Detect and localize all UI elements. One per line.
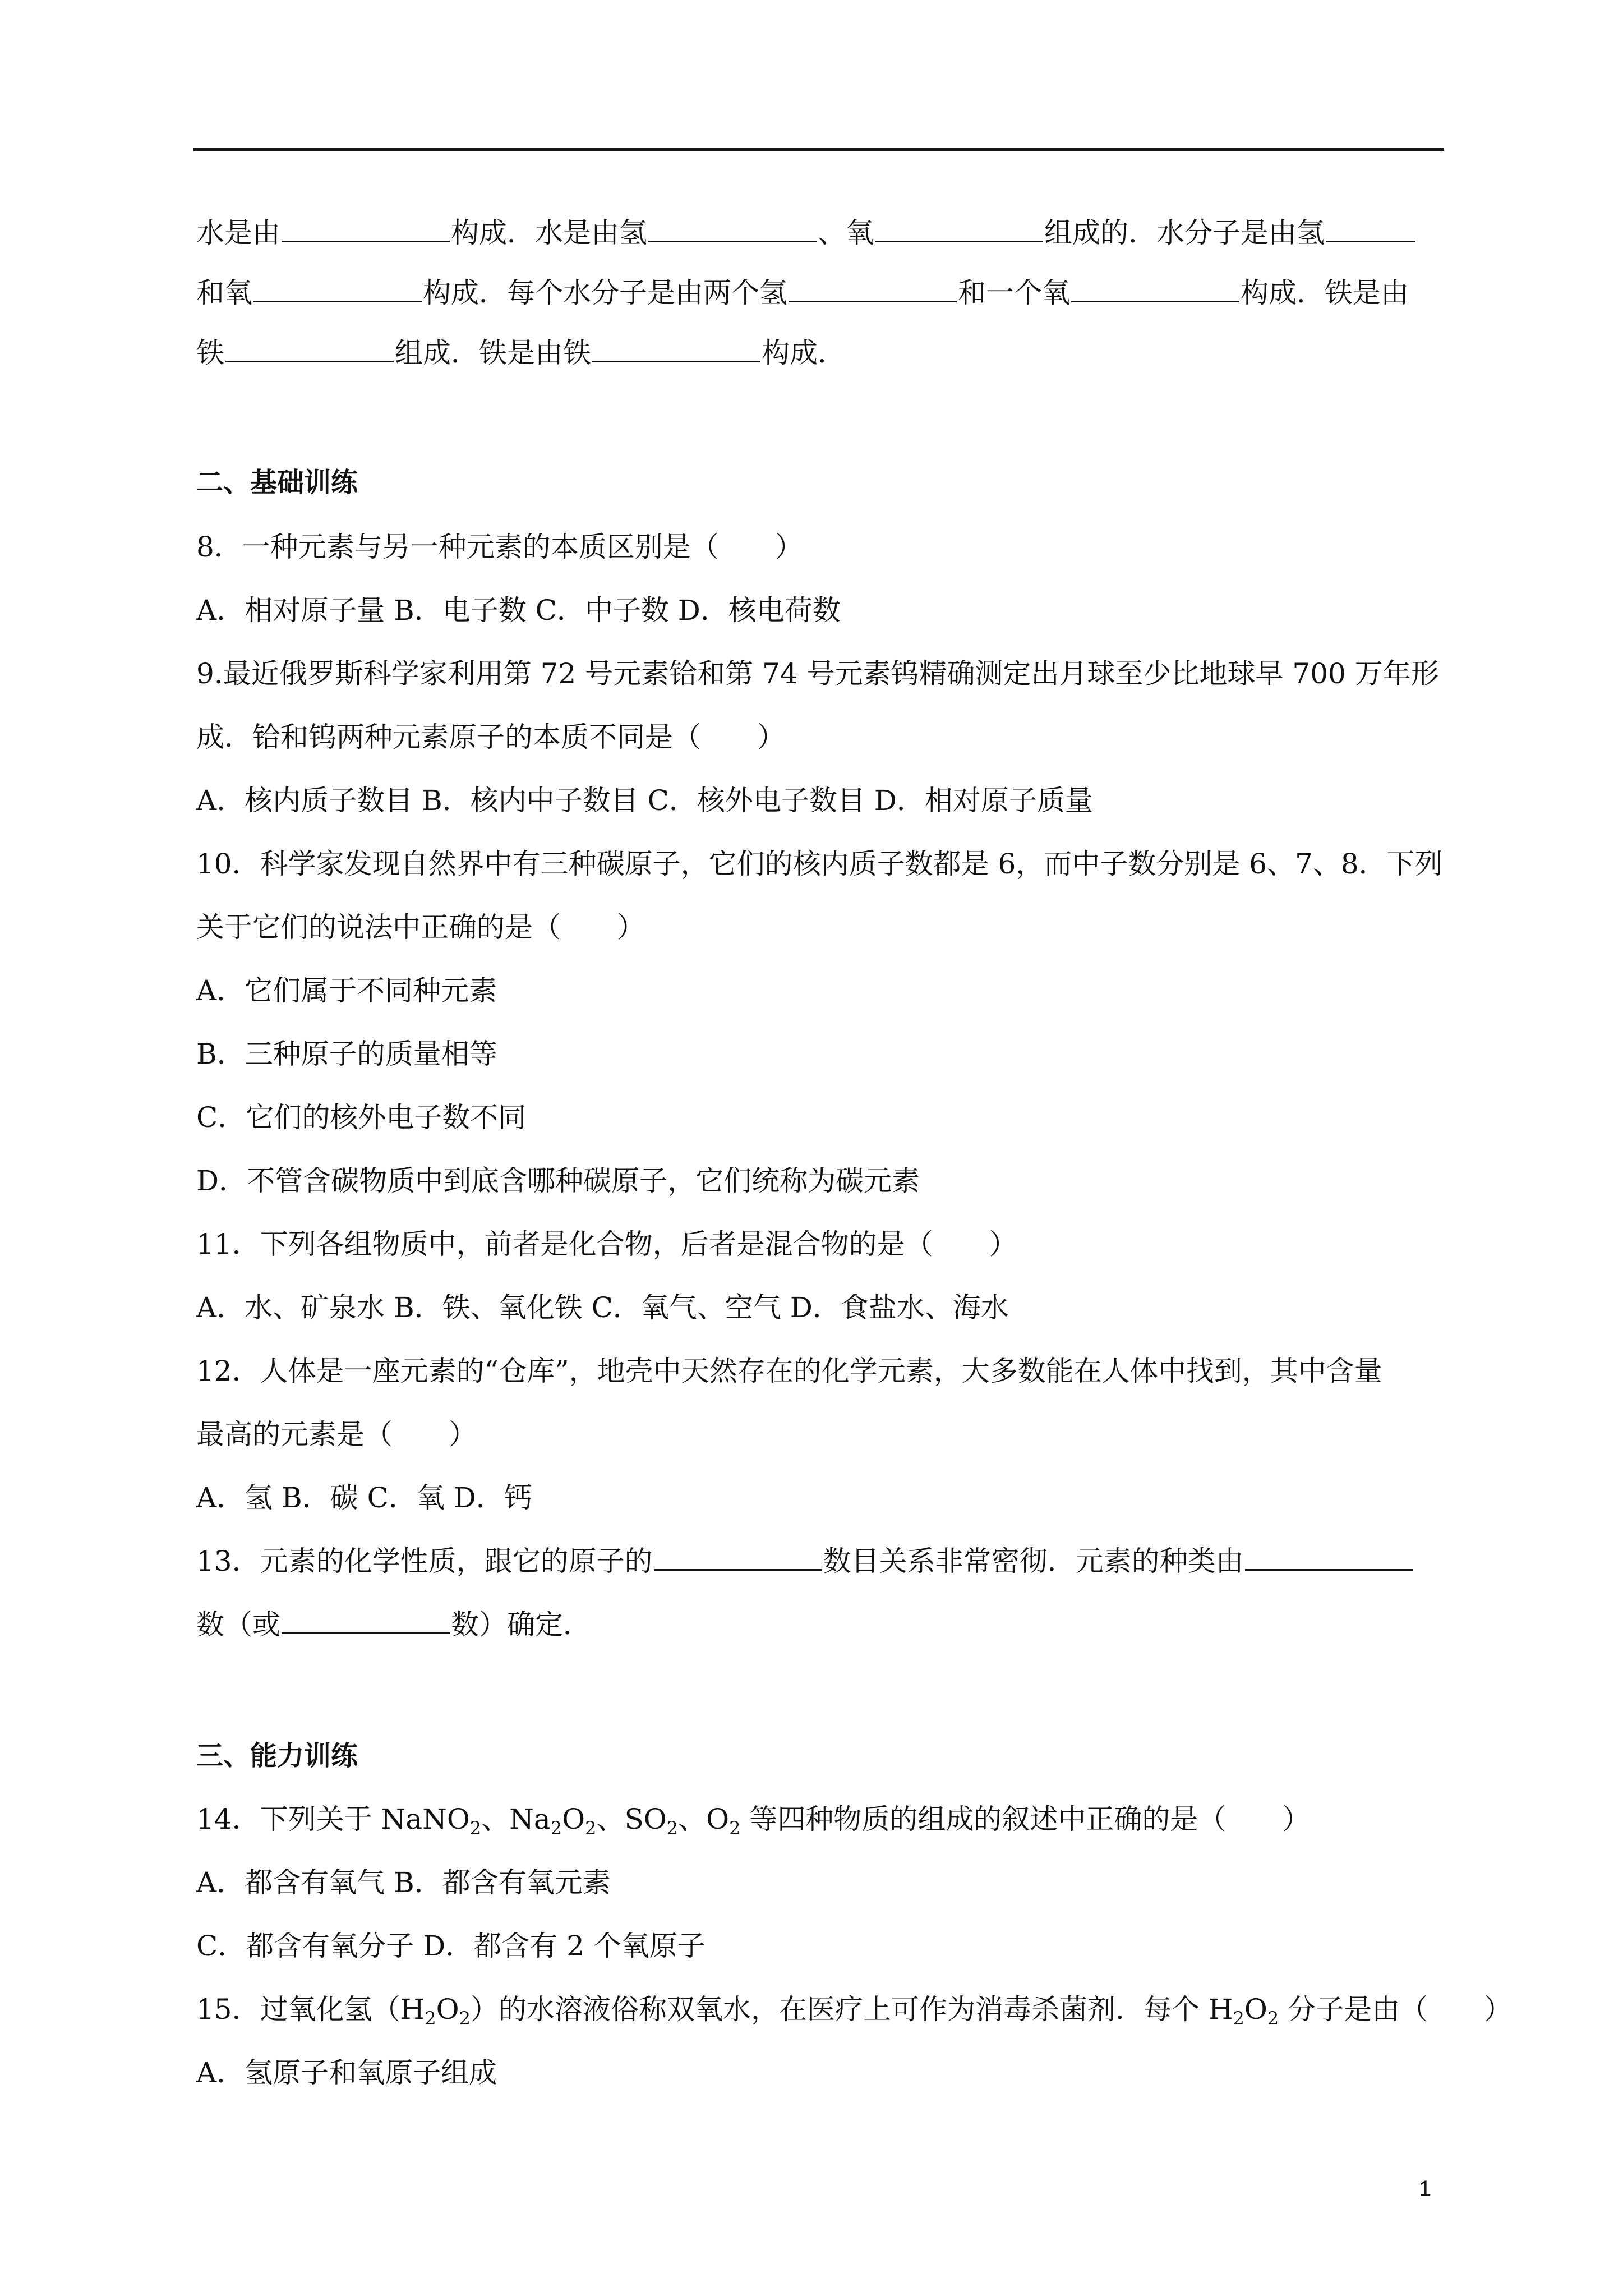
answer-blank[interactable] [1245, 1540, 1413, 1571]
text-segment: 14．下列关于 NaNO [196, 1803, 470, 1835]
text-segment: 等四种物质的组成的叙述中正确的是（ ） [740, 1803, 1311, 1835]
question-13-line-1 [196, 1539, 1447, 1584]
text-segment: 构成．水是由氢 [451, 217, 647, 249]
subscript: 2 [459, 2008, 471, 2029]
section-heading-ability: 三、能力训练 [196, 1740, 358, 1772]
text-segment: 和一个氧 [958, 277, 1070, 309]
question-10-option-b: B．三种原子的质量相等 [196, 1038, 497, 1070]
answer-blank[interactable] [225, 332, 394, 362]
subscript: 2 [1233, 2008, 1244, 2029]
subscript: 2 [666, 1818, 679, 1839]
text-segment: 、氧 [818, 217, 874, 249]
subscript: 2 [550, 1818, 562, 1839]
subscript: 2 [469, 1818, 482, 1839]
text-segment: O [1244, 1993, 1267, 2026]
question-15-option-a: A．氢原子和氧原子组成 [196, 2056, 497, 2089]
text-segment: 数）确定． [451, 1608, 591, 1641]
answer-blank[interactable] [592, 332, 760, 362]
question-10-line-2: 关于它们的说法中正确的是（ ） [196, 911, 645, 944]
text-segment: 数（或 [196, 1608, 280, 1641]
answer-blank[interactable] [1071, 272, 1239, 302]
subscript: 2 [425, 2008, 436, 2029]
question-10-option-d: D．不管含碳物质中到底含哪种碳原子，它们统称为碳元素 [196, 1165, 920, 1197]
text-segment: O [436, 1993, 459, 2026]
text-segment: 数目关系非常密彻．元素的种类由 [823, 1545, 1244, 1577]
text-segment: 水是由 [196, 217, 280, 249]
text-segment: 组成的．水分子是由氢 [1044, 217, 1325, 249]
text-segment: 15．过氧化氢（H [196, 1993, 425, 2026]
answer-blank[interactable] [1326, 211, 1415, 242]
question-9-options: A．核内质子数目 B．核内中子数目 C．核外电子数目 D．相对原子质量 [196, 784, 1093, 817]
text-segment: 、SO [596, 1803, 667, 1835]
answer-blank[interactable] [654, 1540, 822, 1571]
answer-blank[interactable] [875, 211, 1043, 242]
text-segment: 构成．铁是由 [1241, 277, 1409, 309]
question-8-options: A．相对原子量 B．电子数 C．中子数 D．核电荷数 [196, 594, 841, 627]
subscript: 2 [729, 1818, 741, 1839]
answer-blank[interactable] [253, 272, 422, 302]
question-12-line-1: 12．人体是一座元素的“仓库”，地壳中天然存在的化学元素，大多数能在人体中找到，其中含量 [196, 1355, 1382, 1387]
text-segment: 、O [678, 1803, 730, 1835]
text-segment: 组成．铁是由铁 [395, 337, 591, 369]
question-14-stem [196, 1797, 1447, 1842]
fill-in-line-2 [196, 270, 1447, 315]
fill-in-line-3 [196, 330, 1447, 375]
question-12-options: A．氢 B．碳 C．氧 D．钙 [196, 1481, 532, 1514]
text-segment: 构成． [762, 337, 846, 369]
question-10-option-c: C．它们的核外电子数不同 [196, 1101, 527, 1134]
question-8-stem: 8．一种元素与另一种元素的本质区别是（ ） [196, 531, 803, 563]
section-heading-basic: 二、基础训练 [196, 467, 358, 498]
answer-blank[interactable] [282, 1603, 450, 1634]
question-10-line-1: 10．科学家发现自然界中有三种碳原子，它们的核内质子数都是 6，而中子数分别是 6、7、8．下列 [196, 848, 1443, 880]
text-segment: O [562, 1803, 585, 1835]
text-segment: 和氧 [196, 277, 252, 309]
header-rule [193, 148, 1444, 151]
question-14-options-cd: C．都含有氧分子 D．都含有 2 个氧原子 [196, 1930, 706, 1962]
page-number: 1 [1419, 2177, 1432, 2201]
question-12-line-2: 最高的元素是（ ） [196, 1418, 477, 1451]
text-segment: ）的水溶液俗称双氧水，在医疗上可作为消毒杀菌剂．每个 H [470, 1993, 1233, 2026]
text-segment: 分子是由（ ） [1279, 1993, 1513, 2026]
text-segment: 13．元素的化学性质，跟它的原子的 [196, 1545, 653, 1577]
answer-blank[interactable] [282, 211, 450, 242]
question-9-line-1: 9.最近俄罗斯科学家利用第 72 号元素铪和第 74 号元素钨精确测定出月球至少比地球早 700 万年形 [196, 657, 1439, 690]
text-segment: 构成．每个水分子是由两个氢 [423, 277, 787, 309]
question-13-line-2 [196, 1602, 1447, 1647]
question-14-options-ab: A．都含有氧气 B．都含有氧元素 [196, 1866, 611, 1899]
question-11-options: A．水、矿泉水 B．铁、氧化铁 C．氧气、空气 D．食盐水、海水 [196, 1291, 1009, 1324]
text-segment: 铁 [196, 337, 224, 369]
question-11-stem: 11．下列各组物质中，前者是化合物，后者是混合物的是（ ） [196, 1228, 1017, 1260]
answer-blank[interactable] [648, 211, 817, 242]
text-segment: 、Na [481, 1803, 551, 1835]
answer-blank[interactable] [789, 272, 957, 302]
fill-in-line-1 [196, 210, 1447, 255]
subscript: 2 [585, 1818, 597, 1839]
subscript: 2 [1267, 2008, 1279, 2029]
question-9-line-2: 成．铪和钨两种元素原子的本质不同是（ ） [196, 721, 785, 753]
question-10-option-a: A．它们属于不同种元素 [196, 974, 497, 1007]
question-15-stem [196, 1987, 1513, 2032]
